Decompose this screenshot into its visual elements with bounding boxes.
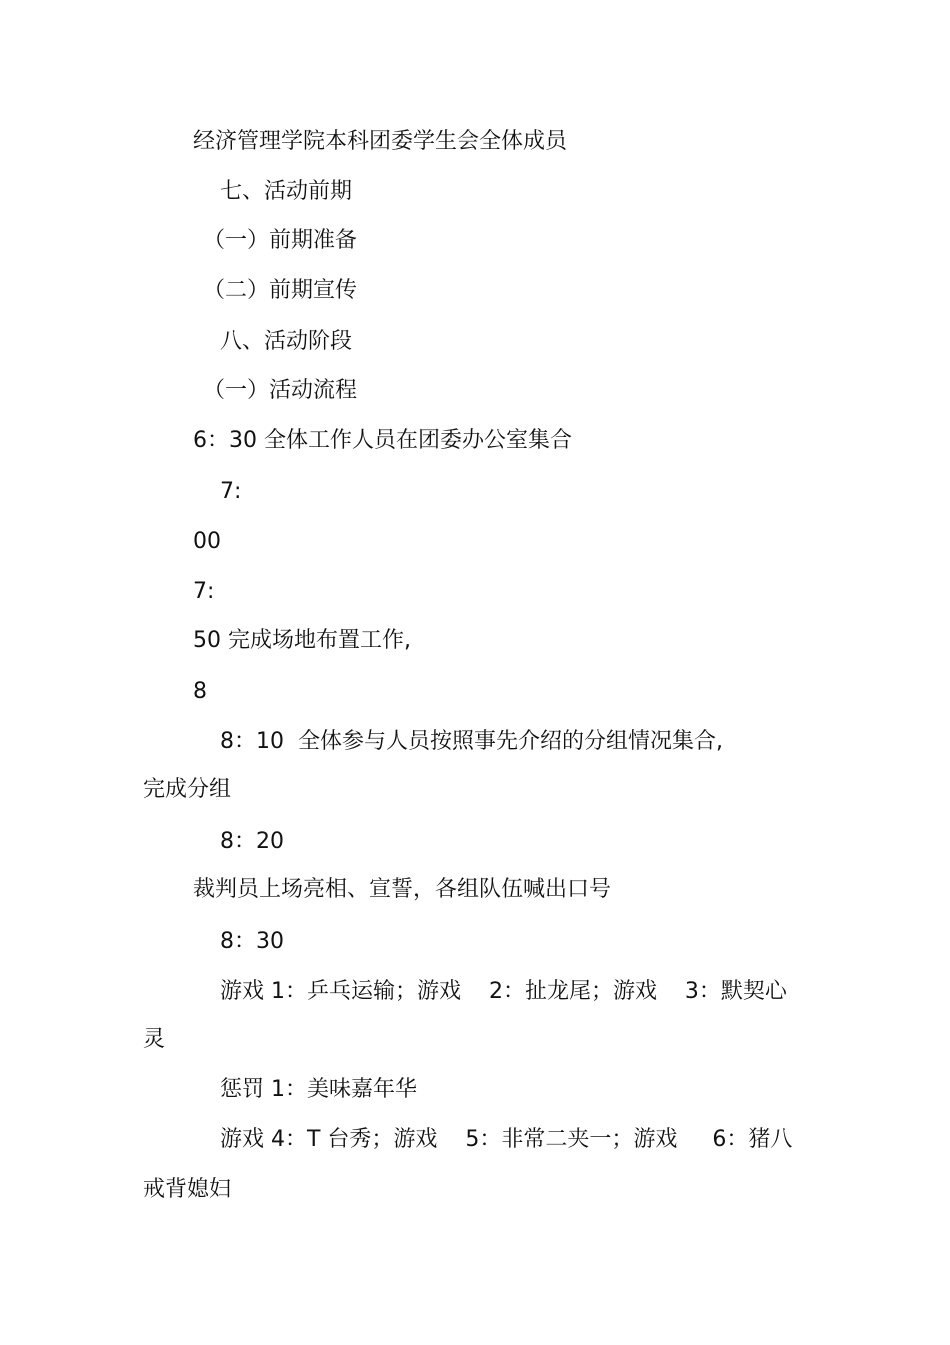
- text-line: 6：30 全体工作人员在团委办公室集合: [193, 428, 572, 453]
- text-line: 8：10 全体参与人员按照事先介绍的分组情况集合,: [220, 729, 723, 754]
- subsection-heading: （二）前期宣传: [203, 278, 358, 303]
- subsection-heading: （一）前期准备: [203, 228, 358, 253]
- text-line: 8：20: [220, 829, 284, 854]
- text-line: 经济管理学院本科团委学生会全体成员: [193, 129, 568, 154]
- text-line: 00: [193, 529, 221, 554]
- text-line: 戒背媳妇: [143, 1177, 232, 1202]
- text-line: 灵: [143, 1027, 166, 1052]
- section-heading: 八、活动阶段: [220, 329, 353, 354]
- text-line: 完成分组: [143, 777, 232, 802]
- text-line: 游戏 1：乒乓运输；游戏 2：扯龙尾；游戏 3：默契心: [220, 979, 787, 1004]
- subsection-heading: （一）活动流程: [203, 378, 358, 403]
- text-line: 裁判员上场亮相、宣誓，各组队伍喊出口号: [193, 877, 612, 902]
- text-line: 8: [193, 679, 207, 704]
- text-line: 惩罚 1：美味嘉年华: [220, 1077, 417, 1102]
- text-line: 50 完成场地布置工作,: [193, 628, 411, 653]
- text-line: 8：30: [220, 929, 284, 954]
- text-line: 7:: [193, 579, 215, 604]
- section-heading: 七、活动前期: [220, 179, 353, 204]
- text-line: 游戏 4：T 台秀；游戏 5：非常二夹一；游戏 6：猪八: [220, 1127, 793, 1152]
- text-line: 7:: [220, 479, 242, 504]
